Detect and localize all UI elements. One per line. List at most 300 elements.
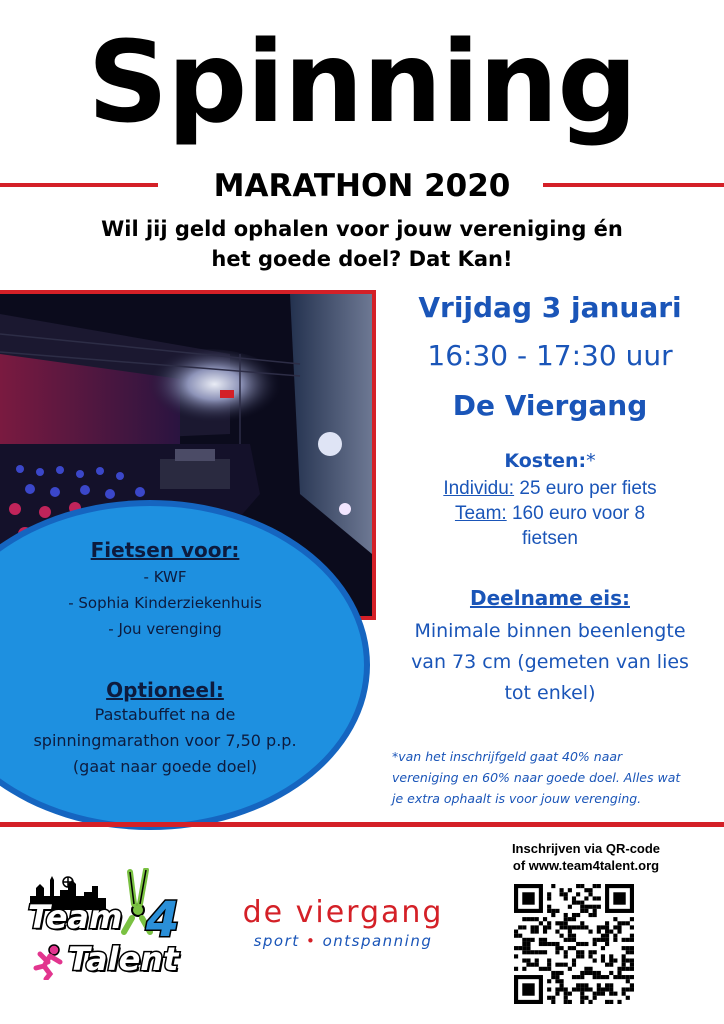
qr-module xyxy=(622,975,626,979)
qr-module xyxy=(568,888,572,892)
qr-module xyxy=(547,987,551,991)
qr-module xyxy=(617,975,621,979)
qr-module xyxy=(547,979,551,983)
qr-module xyxy=(588,987,592,991)
viergang-tag-sport: sport xyxy=(253,932,300,950)
qr-module xyxy=(522,967,526,971)
registration-line-2[interactable]: of www.team4talent.org xyxy=(512,858,660,873)
qr-module xyxy=(593,884,597,888)
qr-module xyxy=(622,921,626,925)
cause-item-vereniging: - Jou verenging xyxy=(108,620,222,638)
qr-module xyxy=(580,884,584,888)
tagline-line-1: Wil jij geld ophalen voor jouw vereniging én xyxy=(101,217,623,241)
qr-module xyxy=(588,971,592,975)
poster-title: Spinning xyxy=(87,18,637,148)
causes-heading: Fietsen voor: xyxy=(90,538,240,562)
qr-module xyxy=(597,971,601,975)
viergang-tagline xyxy=(228,932,458,950)
qr-module xyxy=(597,938,601,942)
qr-module xyxy=(584,983,588,987)
qr-module xyxy=(555,979,559,983)
qr-module xyxy=(547,909,551,913)
qr-module xyxy=(543,950,547,954)
qr-module xyxy=(514,946,518,950)
qr-module xyxy=(584,905,588,909)
qr-module xyxy=(555,963,559,967)
qr-module xyxy=(593,996,597,1000)
qr-module xyxy=(572,913,576,917)
qr-module xyxy=(593,975,597,979)
qr-module xyxy=(580,942,584,946)
qr-module xyxy=(593,905,597,909)
qr-module xyxy=(576,950,580,954)
qr-module xyxy=(593,992,597,996)
qr-code-icon[interactable] xyxy=(514,884,634,1004)
qr-module xyxy=(576,983,580,987)
qr-module xyxy=(580,905,584,909)
qr-module xyxy=(605,963,609,967)
qr-module xyxy=(626,996,630,1000)
qr-module xyxy=(580,1000,584,1004)
qr-module xyxy=(630,975,634,979)
qr-module xyxy=(568,930,572,934)
requirement-heading: Deelname eis: xyxy=(469,586,630,610)
qr-module xyxy=(560,921,564,925)
qr-module xyxy=(555,921,559,925)
qr-module xyxy=(543,917,547,921)
qr-module xyxy=(576,975,580,979)
qr-module xyxy=(535,958,539,962)
qr-module xyxy=(576,942,580,946)
qr-module xyxy=(626,958,630,962)
qr-module xyxy=(531,938,535,942)
qr-module xyxy=(597,992,601,996)
qr-module xyxy=(522,938,526,942)
event-date: Vrijdag 3 januari xyxy=(418,291,682,324)
qr-module xyxy=(531,963,535,967)
qr-module xyxy=(560,892,564,896)
qr-module xyxy=(622,992,626,996)
qr-module xyxy=(630,950,634,954)
qr-module xyxy=(584,888,588,892)
qr-module xyxy=(539,967,543,971)
qr-module xyxy=(622,963,626,967)
optional-line-2: spinningmarathon voor 7,50 p.p. xyxy=(33,731,297,750)
qr-module xyxy=(522,958,526,962)
cost-footnote xyxy=(392,746,712,809)
qr-module xyxy=(613,917,617,921)
qr-module xyxy=(626,987,630,991)
footnote-line-3: je extra ophaalt is voor jouw verenging. xyxy=(392,791,642,806)
qr-module xyxy=(522,942,526,946)
qr-module xyxy=(580,971,584,975)
talent-word: Talent xyxy=(68,940,179,978)
qr-module xyxy=(580,987,584,991)
qr-module xyxy=(609,930,613,934)
qr-module xyxy=(622,946,626,950)
causes-block xyxy=(0,538,330,642)
qr-module xyxy=(593,950,597,954)
qr-module xyxy=(514,954,518,958)
qr-module xyxy=(630,925,634,929)
qr-module xyxy=(555,930,559,934)
qr-module xyxy=(597,905,601,909)
qr-module xyxy=(576,901,580,905)
qr-module xyxy=(601,934,605,938)
qr-module xyxy=(564,917,568,921)
qr-module xyxy=(535,917,539,921)
qr-module xyxy=(626,921,630,925)
qr-module xyxy=(576,913,580,917)
qr-module xyxy=(584,987,588,991)
qr-module xyxy=(572,975,576,979)
cost-team-value-2: fietsen xyxy=(522,528,578,549)
qr-module xyxy=(597,975,601,979)
optional-line-3: (gaat naar goede doel) xyxy=(72,757,258,776)
costs-heading-text: Kosten: xyxy=(504,450,587,472)
cost-team xyxy=(376,501,724,526)
qr-module xyxy=(547,921,551,925)
qr-module xyxy=(597,930,601,934)
qr-module xyxy=(630,987,634,991)
qr-module xyxy=(580,925,584,929)
qr-module xyxy=(576,892,580,896)
qr-module xyxy=(572,958,576,962)
qr-module xyxy=(531,930,535,934)
qr-module xyxy=(597,987,601,991)
qr-module xyxy=(568,925,572,929)
qr-module xyxy=(572,934,576,938)
qr-module xyxy=(626,950,630,954)
qr-module xyxy=(564,892,568,896)
cost-individual-label: Individu: xyxy=(443,478,515,499)
qr-module xyxy=(630,967,634,971)
qr-module xyxy=(531,950,535,954)
qr-module xyxy=(551,975,555,979)
qr-module xyxy=(551,909,555,913)
qr-module xyxy=(622,954,626,958)
qr-module xyxy=(630,917,634,921)
cost-individual xyxy=(376,476,724,501)
qr-module xyxy=(564,954,568,958)
qr-module xyxy=(564,992,568,996)
qr-module xyxy=(576,987,580,991)
qr-module xyxy=(560,987,564,991)
bottom-rule xyxy=(0,822,724,827)
qr-module xyxy=(547,925,551,929)
qr-module xyxy=(609,954,613,958)
qr-module xyxy=(568,992,572,996)
qr-module xyxy=(555,975,559,979)
qr-module xyxy=(613,925,617,929)
cause-item-sophia: - Sophia Kinderziekenhuis xyxy=(68,594,262,612)
qr-module xyxy=(555,909,559,913)
qr-module xyxy=(605,987,609,991)
qr-module xyxy=(609,958,613,962)
qr-module xyxy=(593,909,597,913)
qr-module xyxy=(580,975,584,979)
qr-module xyxy=(572,901,576,905)
qr-module xyxy=(622,938,626,942)
qr-module xyxy=(597,925,601,929)
qr-module xyxy=(613,958,617,962)
costs-heading xyxy=(376,450,724,472)
qr-module xyxy=(526,963,530,967)
qr-module xyxy=(522,983,534,995)
qr-module xyxy=(613,934,617,938)
qr-module xyxy=(526,942,530,946)
qr-module xyxy=(580,954,584,958)
qr-module xyxy=(539,921,543,925)
qr-module xyxy=(539,950,543,954)
qr-module xyxy=(609,971,613,975)
qr-module xyxy=(572,946,576,950)
qr-module xyxy=(584,925,588,929)
registration-line-1: Inschrijven via QR-code xyxy=(511,841,661,856)
qr-module xyxy=(522,892,534,904)
qr-module xyxy=(568,946,572,950)
optional-line-1: Pastabuffet na de xyxy=(94,705,236,724)
qr-module xyxy=(535,950,539,954)
qr-module xyxy=(539,942,543,946)
qr-module xyxy=(555,992,559,996)
qr-module xyxy=(584,896,588,900)
qr-module xyxy=(617,967,621,971)
qr-module xyxy=(572,896,576,900)
qr-module xyxy=(535,963,539,967)
qr-module xyxy=(539,938,543,942)
qr-module xyxy=(605,983,609,987)
qr-module xyxy=(613,975,617,979)
qr-module xyxy=(547,963,551,967)
qr-module xyxy=(547,996,551,1000)
qr-module xyxy=(593,896,597,900)
qr-module xyxy=(593,938,597,942)
qr-module xyxy=(613,938,617,942)
qr-module xyxy=(522,946,526,950)
qr-module xyxy=(560,979,564,983)
qr-module xyxy=(630,934,634,938)
qr-module xyxy=(605,930,609,934)
qr-module xyxy=(617,921,621,925)
costs-block xyxy=(376,450,724,551)
event-block xyxy=(376,288,724,426)
qr-module xyxy=(601,954,605,958)
qr-module xyxy=(622,958,626,962)
qr-module xyxy=(605,925,609,929)
qr-module xyxy=(613,992,617,996)
qr-module xyxy=(597,884,601,888)
qr-module xyxy=(572,987,576,991)
qr-module xyxy=(518,934,522,938)
requirement-line-2: van 73 cm (gemeten van lies xyxy=(411,651,689,673)
qr-module xyxy=(564,925,568,929)
qr-module xyxy=(564,938,568,942)
tagline xyxy=(0,214,724,274)
qr-module xyxy=(551,942,555,946)
qr-module xyxy=(588,1000,592,1004)
qr-module xyxy=(630,938,634,942)
qr-module xyxy=(547,892,551,896)
qr-module xyxy=(605,938,609,942)
viergang-name: de viergang xyxy=(242,895,444,930)
qr-module xyxy=(630,946,634,950)
qr-module xyxy=(584,967,588,971)
optional-block xyxy=(0,678,330,780)
qr-module xyxy=(547,967,551,971)
qr-module xyxy=(514,930,518,934)
qr-module xyxy=(588,967,592,971)
cost-team-label: Team: xyxy=(454,503,507,524)
qr-module xyxy=(572,938,576,942)
qr-module xyxy=(576,954,580,958)
qr-module xyxy=(551,913,555,917)
qr-module xyxy=(588,892,592,896)
qr-module xyxy=(630,983,634,987)
qr-module xyxy=(580,983,584,987)
qr-module xyxy=(613,892,625,904)
qr-module xyxy=(576,884,580,888)
qr-module xyxy=(588,913,592,917)
qr-module xyxy=(560,946,564,950)
qr-module xyxy=(543,938,547,942)
qr-module xyxy=(605,975,609,979)
qr-module xyxy=(560,983,564,987)
qr-module xyxy=(543,930,547,934)
qr-module xyxy=(601,975,605,979)
qr-module xyxy=(547,905,551,909)
qr-module xyxy=(564,913,568,917)
qr-module xyxy=(555,987,559,991)
qr-module xyxy=(609,987,613,991)
qr-module xyxy=(605,921,609,925)
qr-module xyxy=(576,925,580,929)
cause-item-kwf: - KWF xyxy=(143,568,187,586)
qr-module xyxy=(609,1000,613,1004)
qr-module xyxy=(630,958,634,962)
qr-module xyxy=(622,967,626,971)
qr-module xyxy=(572,917,576,921)
qr-module xyxy=(617,1000,621,1004)
qr-module xyxy=(580,921,584,925)
qr-module xyxy=(526,958,530,962)
qr-module xyxy=(597,983,601,987)
qr-module xyxy=(526,917,530,921)
runner-figure-icon xyxy=(32,944,68,980)
viergang-tag-ontspanning: ontspanning xyxy=(322,932,433,950)
qr-module xyxy=(626,979,630,983)
qr-module xyxy=(584,909,588,913)
qr-module xyxy=(605,942,609,946)
qr-module xyxy=(547,942,551,946)
qr-module xyxy=(584,971,588,975)
qr-module xyxy=(547,958,551,962)
qr-module xyxy=(601,958,605,962)
team4talent-logo-icon xyxy=(28,870,203,980)
qr-module xyxy=(588,950,592,954)
qr-module xyxy=(560,934,564,938)
qr-module xyxy=(551,996,555,1000)
qr-module xyxy=(580,901,584,905)
qr-module xyxy=(626,946,630,950)
poster-subtitle: MARATHON 2020 xyxy=(213,168,511,204)
qr-module xyxy=(617,925,621,929)
qr-module xyxy=(580,909,584,913)
qr-module xyxy=(543,967,547,971)
qr-module xyxy=(526,938,530,942)
qr-module xyxy=(555,971,559,975)
qr-module xyxy=(593,958,597,962)
tagline-line-2: het goede doel? Dat Kan! xyxy=(211,247,513,271)
qr-module xyxy=(514,934,518,938)
qr-module xyxy=(555,942,559,946)
qr-module xyxy=(588,888,592,892)
de-viergang-logo-icon xyxy=(228,895,458,950)
qr-module xyxy=(609,983,613,987)
event-venue: De Viergang xyxy=(452,389,648,422)
qr-module xyxy=(605,1000,609,1004)
qr-module xyxy=(551,1000,555,1004)
qr-module xyxy=(605,934,609,938)
qr-module xyxy=(584,942,588,946)
qr-module xyxy=(568,967,572,971)
qr-module xyxy=(522,925,526,929)
qr-module xyxy=(560,888,564,892)
qr-module xyxy=(588,905,592,909)
qr-module xyxy=(531,925,535,929)
qr-module xyxy=(560,963,564,967)
qr-module xyxy=(580,996,584,1000)
cost-individual-value: 25 euro per fiets xyxy=(514,478,657,499)
qr-module xyxy=(560,971,564,975)
four-glyph: 4 xyxy=(146,892,180,948)
viergang-dot: • xyxy=(305,932,317,950)
event-time: 16:30 - 17:30 uur xyxy=(427,339,673,372)
footnote-line-2: vereniging en 60% naar goede doel. Alles wat xyxy=(392,770,681,785)
qr-module xyxy=(535,925,539,929)
qr-module xyxy=(588,930,592,934)
qr-module xyxy=(522,950,526,954)
requirement-line-3: tot enkel) xyxy=(504,682,596,704)
qr-module xyxy=(593,942,597,946)
qr-module xyxy=(626,967,630,971)
team-word: Team xyxy=(28,898,123,936)
qr-module xyxy=(564,896,568,900)
qr-module xyxy=(564,987,568,991)
qr-module xyxy=(601,938,605,942)
qr-module xyxy=(572,963,576,967)
requirement-block xyxy=(376,586,724,709)
registration-caption xyxy=(470,840,702,874)
qr-module xyxy=(514,967,518,971)
qr-module xyxy=(593,971,597,975)
qr-module xyxy=(543,925,547,929)
qr-module xyxy=(564,996,568,1000)
qr-module xyxy=(601,925,605,929)
costs-asterisk: * xyxy=(586,450,596,472)
qr-module xyxy=(543,942,547,946)
qr-module xyxy=(622,987,626,991)
qr-module xyxy=(518,925,522,929)
qr-module xyxy=(584,996,588,1000)
qr-module xyxy=(526,946,530,950)
qr-module xyxy=(617,971,621,975)
qr-module xyxy=(588,954,592,958)
optional-heading: Optioneel: xyxy=(106,678,224,702)
qr-module xyxy=(551,971,555,975)
qr-module xyxy=(531,917,535,921)
qr-module xyxy=(555,950,559,954)
